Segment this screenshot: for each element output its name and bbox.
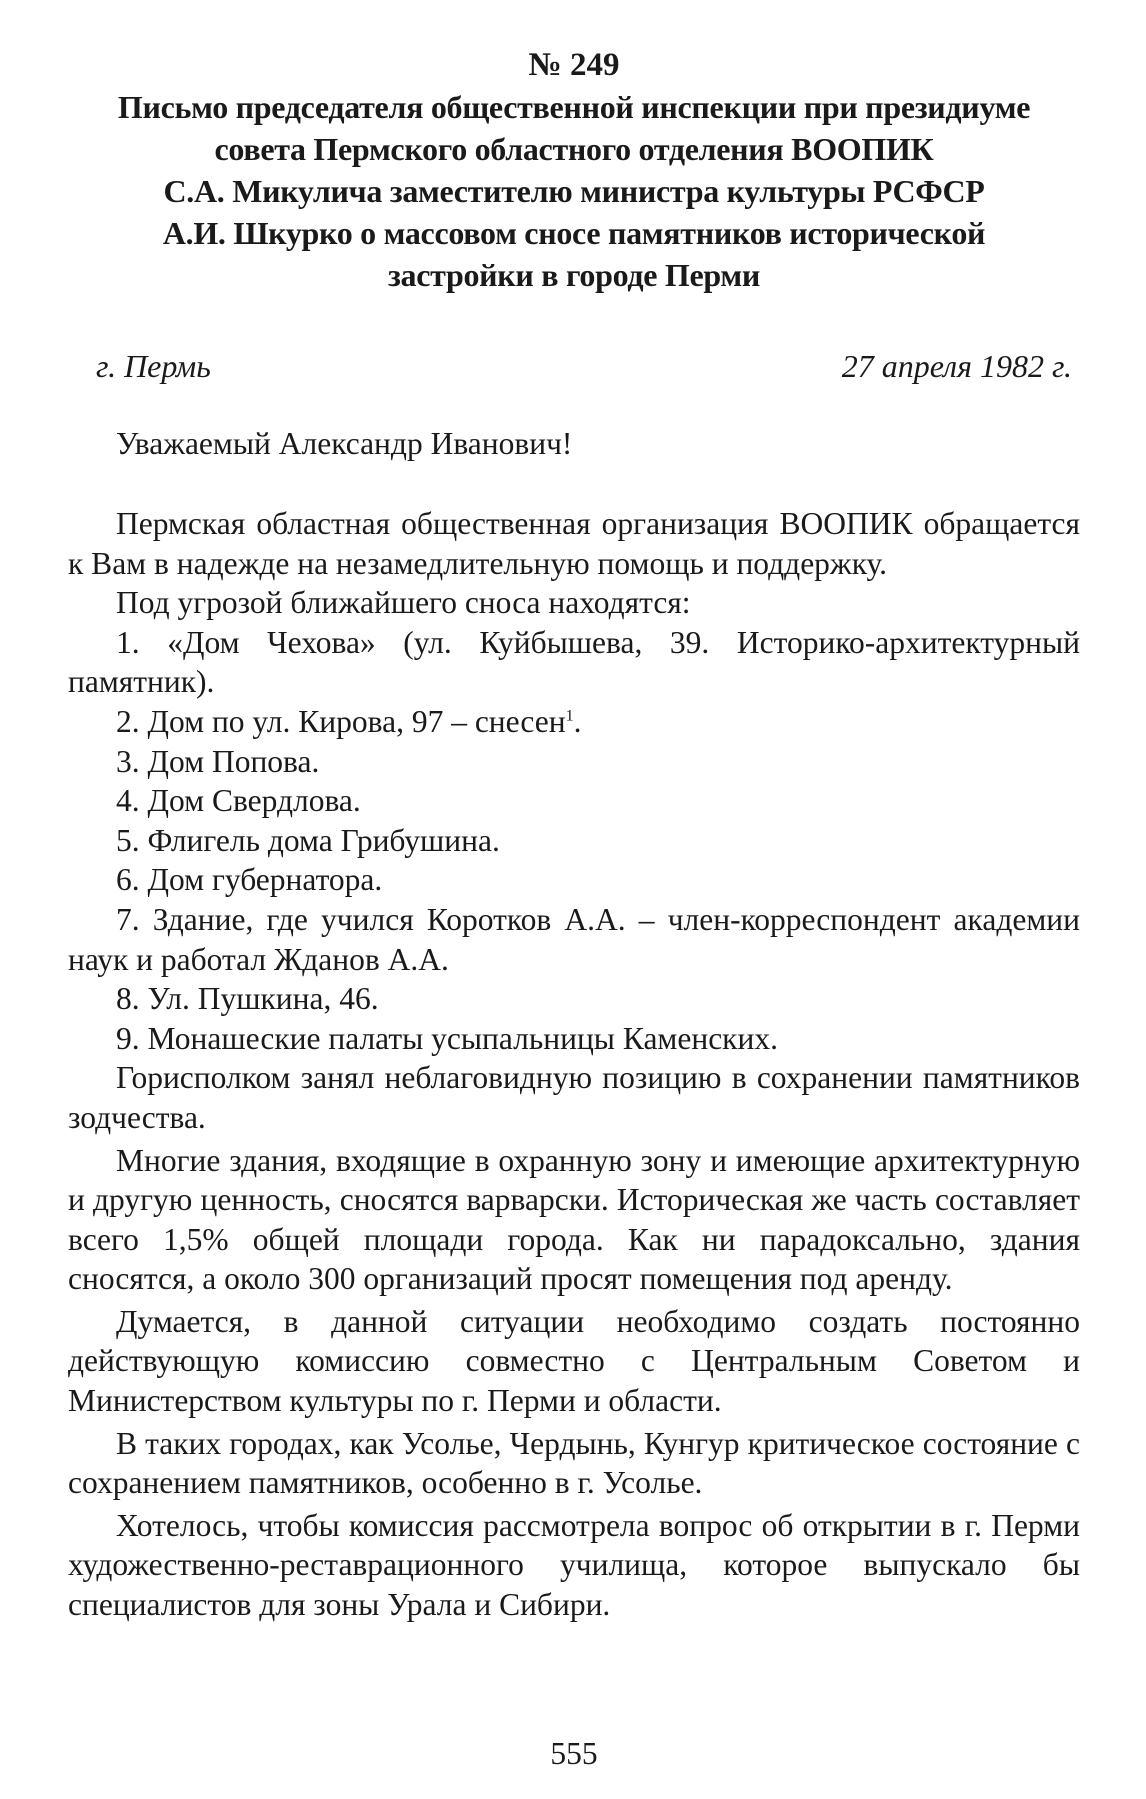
document-place: г. Пермь	[96, 348, 211, 384]
list-item: 5. Флигель дома Грибушина.	[116, 822, 500, 858]
document-page	[68, 44, 1080, 1771]
place-date-row	[68, 346, 1080, 386]
list-item: 3. Дом Попова.	[116, 743, 320, 779]
page-number: 555	[550, 1736, 598, 1771]
list-item: 4. Дом Свердлова.	[116, 783, 361, 819]
body-paragraph: Пермская областная общественная организация ВООПИК обращается к Вам в надежде на незамедлительную помощь и поддержку.	[68, 506, 1080, 581]
document-title	[68, 86, 1080, 296]
body-paragraph: Горисполком занял неблаговидную позицию в сохранении памятников зодчества.	[68, 1060, 1080, 1135]
list-item: 1. «Дом Чехова» (ул. Куйбышева, 39. Историко-архитектурный памятник).	[68, 624, 1080, 700]
list-item	[68, 702, 1080, 742]
list-item: 8. Ул. Пушкина, 46.	[116, 981, 379, 1017]
list-item: 9. Монашеские палаты усыпальницы Каменских.	[116, 1020, 778, 1056]
body-paragraph: Под угрозой ближайшего сноса находятся:	[116, 585, 691, 621]
body-paragraph: Думается, в данной ситуации необходимо создать постоянно действующую комиссию совместно с Центральным Советом и Министерством культуры по г. Перми и области.	[68, 1303, 1080, 1419]
title-line: С.А. Микулича заместителю министра культуры РСФСР	[163, 173, 985, 209]
document-date: 27 апреля 1982 г.	[841, 348, 1072, 384]
body-paragraph: Хотелось, чтобы комиссия рассмотрела вопрос об открытии в г. Перми художественно-реставрационного училища, которое выпускало бы специалистов для зоны Урала и Сибири.	[68, 1507, 1080, 1623]
salutation: Уважаемый Александр Иванович!	[116, 426, 573, 461]
list-item: 6. Дом губернатора.	[116, 862, 383, 898]
title-line: совета Пермского областного отделения ВООПИК	[214, 131, 934, 167]
list-item: 7. Здание, где учился Коротков А.А. – член-корреспондент академии наук и работал Жданов А.А.	[68, 901, 1080, 977]
title-line: застройки в городе Перми	[387, 257, 760, 293]
threatened-buildings-list	[68, 623, 1080, 1059]
list-item-period: .	[573, 703, 582, 739]
body-paragraph: В таких городах, как Усолье, Чердынь, Кунгур критическое состояние с сохранением памятников, особенно в г. Усолье.	[68, 1425, 1080, 1501]
title-line: Письмо председателя общественной инспекции при президиуме	[117, 89, 1031, 125]
footnote-marker: 1	[565, 707, 574, 725]
title-line: А.И. Шкурко о массовом сносе памятников исторической	[162, 215, 986, 251]
letter-body	[68, 504, 1080, 1625]
document-number: № 249	[528, 47, 620, 83]
body-paragraph: Многие здания, входящие в охранную зону и имеющие архитектурную и другую ценность, сносятся варварски. Историческая же часть составляет всего 1,5% общей площади города. Как ни парадоксально, здания сносятся, а около 300 организаций просят помещения под аренду.	[68, 1142, 1080, 1297]
list-item-text: 2. Дом по ул. Кирова, 97 – снесен	[116, 703, 566, 739]
